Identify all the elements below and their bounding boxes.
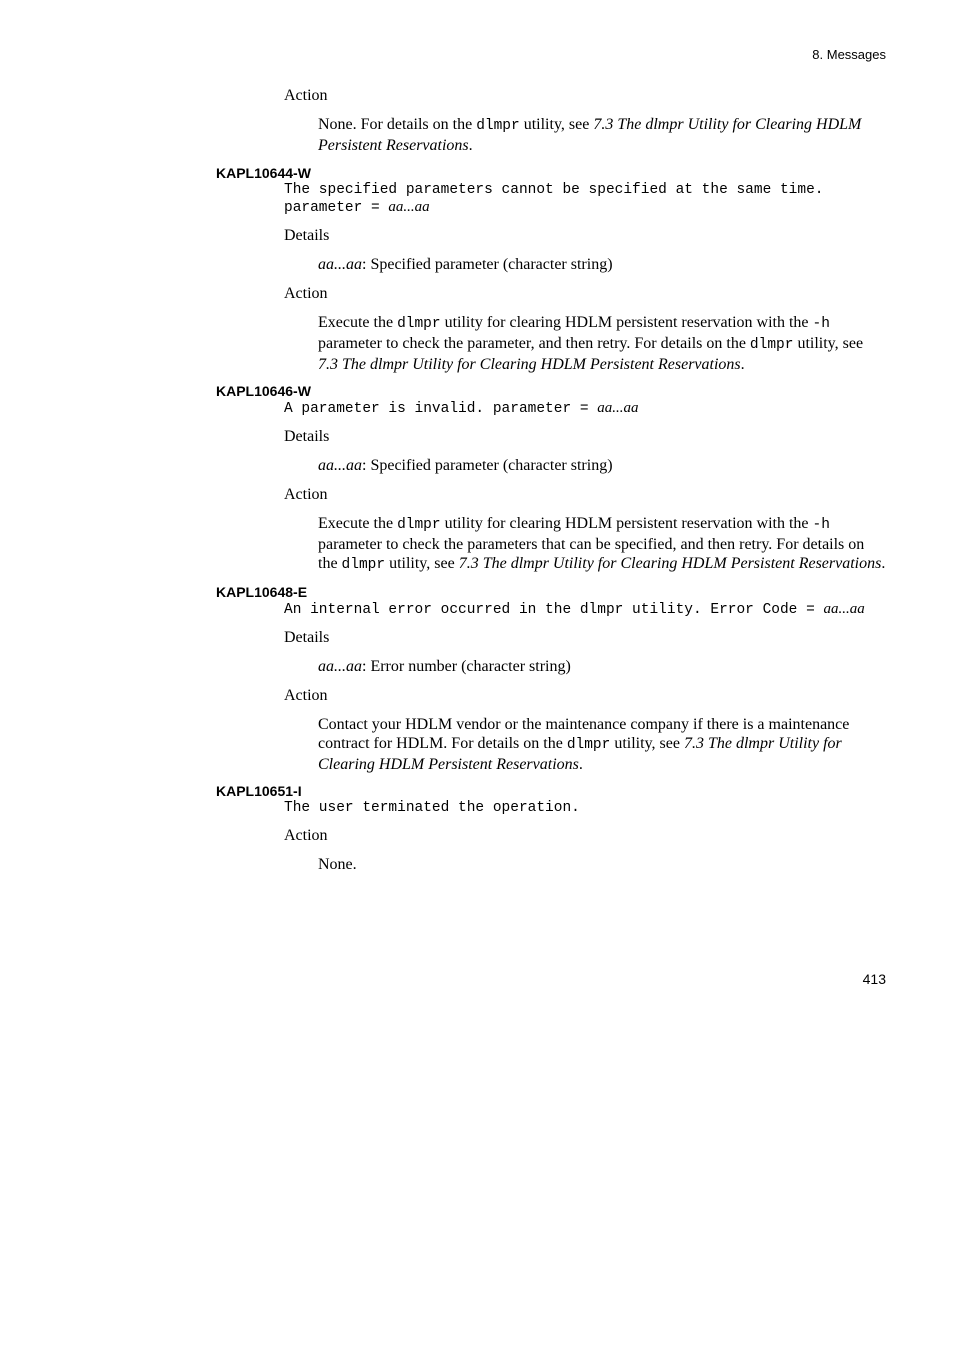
action-paragraph: None.	[318, 856, 357, 873]
code-h-option: -h	[812, 517, 830, 533]
message-text: The user terminated the operation.	[284, 800, 580, 816]
message-text: A parameter is invalid. parameter = aa...aa	[284, 400, 639, 417]
message-id: KAPL10646-W	[216, 383, 311, 399]
page-content	[216, 86, 886, 874]
message-id: KAPL10651-I	[216, 783, 302, 799]
action-paragraph: None. For details on the dlmpr utility, see 7.3 The dlmpr Utility for Clearing HDLM Persistent Reservations.	[318, 116, 862, 154]
details-label: Details	[284, 428, 330, 445]
code-dlmpr: dlmpr	[341, 557, 386, 573]
action-paragraph: Contact your HDLM vendor or the maintenance company if there is a maintenance contract for HDLM. For details on the dlmpr utility, see 7.3 The dlmpr Utility for Clearing HDLM Persistent Reservations.	[318, 716, 850, 773]
code-dlmpr: dlmpr	[397, 517, 441, 533]
code-dlmpr: dlmpr	[566, 737, 611, 753]
cross-reference: 7.3 The dlmpr Utility for Clearing HDLM Persistent Reservations	[318, 356, 741, 373]
action-label: Action	[284, 687, 328, 704]
action-paragraph: Execute the dlmpr utility for clearing HDLM persistent reservation with the -h parameter to check the parameter, and then retry. For details on the dlmpr utility, see 7.3 The dlmpr Utility for Clearing HDLM Persistent Reservations.	[318, 314, 864, 373]
message-id: KAPL10644-W	[216, 165, 311, 181]
details-label: Details	[284, 629, 330, 646]
message-id: KAPL10648-E	[216, 584, 308, 600]
action-label: Action	[284, 87, 328, 104]
code-dlmpr: dlmpr	[397, 316, 441, 332]
code-h-option: -h	[812, 316, 830, 332]
details-label: Details	[284, 227, 330, 244]
action-label: Action	[284, 827, 328, 844]
details-paragraph: aa...aa: Error number (character string)	[318, 658, 571, 675]
cross-reference: 7.3 The dlmpr Utility for Clearing HDLM Persistent Reservations	[318, 735, 842, 773]
action-paragraph: Execute the dlmpr utility for clearing HDLM persistent reservation with the -h parameter to check the parameters that can be specified, and then retry. For details on the dlmpr utility, see 7.3 The dlmpr Utility for Clearing HDLM Persistent Reservations.	[318, 515, 886, 573]
action-label: Action	[284, 486, 328, 503]
page-number: 413	[862, 971, 886, 987]
cross-reference: 7.3 The dlmpr Utility for Clearing HDLM Persistent Reservations	[458, 555, 882, 572]
code-dlmpr: dlmpr	[749, 337, 794, 353]
message-text: An internal error occurred in the dlmpr utility. Error Code = aa...aa	[284, 601, 865, 618]
details-paragraph: aa...aa: Specified parameter (character string)	[318, 256, 613, 273]
details-paragraph: aa...aa: Specified parameter (character string)	[318, 457, 613, 474]
code-dlmpr: dlmpr	[476, 118, 520, 134]
message-text: The specified parameters cannot be specified at the same time. parameter = aa...aa	[284, 182, 824, 216]
running-header: 8. Messages	[812, 47, 886, 62]
cross-reference: 7.3 The dlmpr Utility for Clearing HDLM Persistent Reservations	[318, 116, 862, 154]
action-label: Action	[284, 285, 328, 302]
